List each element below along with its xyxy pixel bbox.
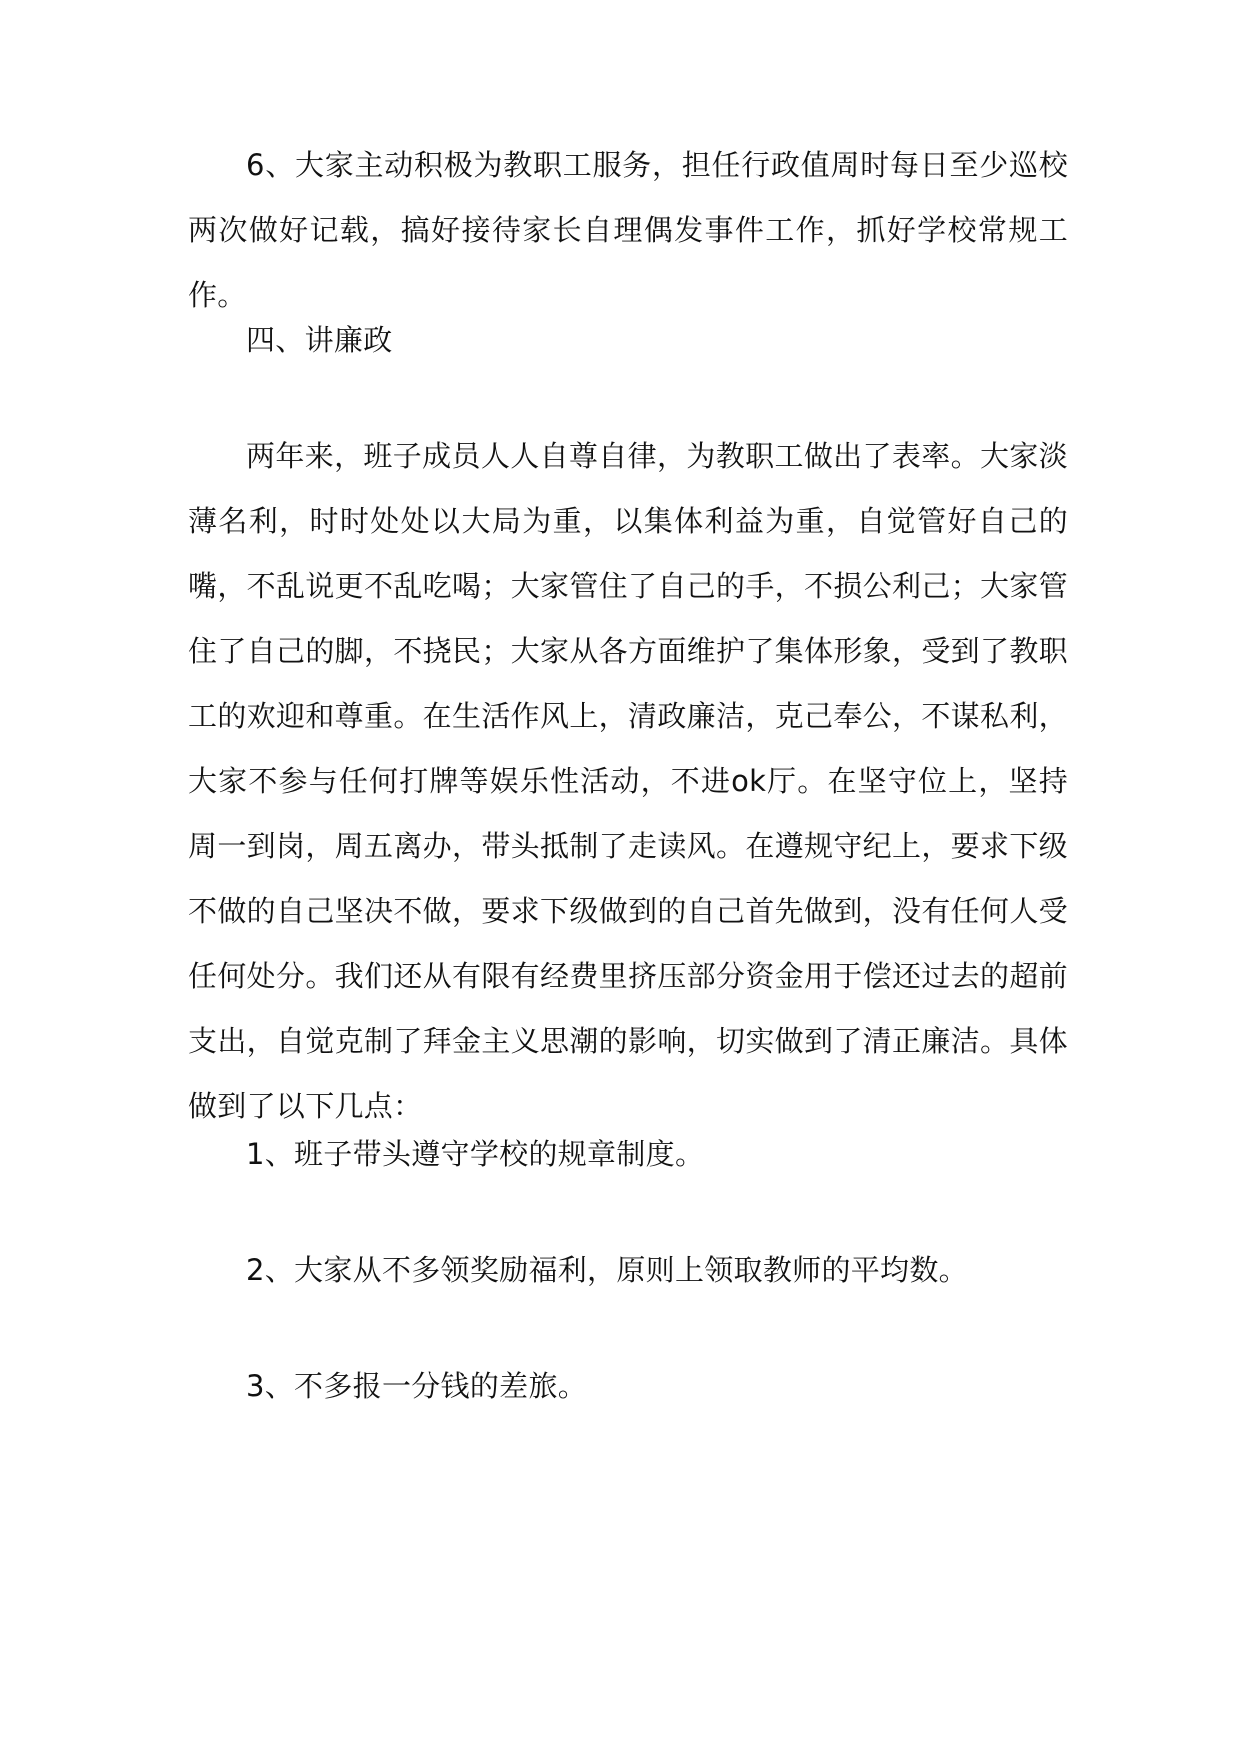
- paragraph-service: 6、大家主动积极为教职工服务，担任行政值周时每日至少巡校两次做好记载，搞好接待家长自理偶发事件工作，抓好学校常规工作。: [188, 148, 1068, 312]
- list-item: 3、不多报一分钱的差旅。: [246, 1369, 588, 1403]
- section-heading: 四、讲廉政: [246, 323, 393, 357]
- body-paragraph: 两年来，班子成员人人自尊自律，为教职工做出了表率。大家淡薄名利，时时处处以大局为重，以集体利益为重，自觉管好自己的嘴，不乱说更不乱吃喝；大家管住了自己的手，不损公利己；大家管住了自己的脚，不挠民；大家从各方面维护了集体形象，受到了教职工的欢迎和尊重。在生活作风上，清政廉洁，克己奉公，不谋私利，大家不参与任何打牌等娱乐性活动，不进ok厅。在坚守位上，坚持周一到岗，周五离办，带头抵制了走读风。在遵规守纪上，要求下级不做的自己坚决不做，要求下级做到的自己首先做到，没有任何人受任何处分。我们还从有限有经费里挤压部分资金用于偿还过去的超前支出，自觉克制了拜金主义思潮的影响，切实做到了清正廉洁。具体做到了以下几点：: [188, 439, 1068, 1123]
- list-item: 2、大家从不多领奖励福利，原则上领取教师的平均数。: [246, 1253, 968, 1287]
- list-item: 1、班子带头遵守学校的规章制度。: [246, 1137, 705, 1171]
